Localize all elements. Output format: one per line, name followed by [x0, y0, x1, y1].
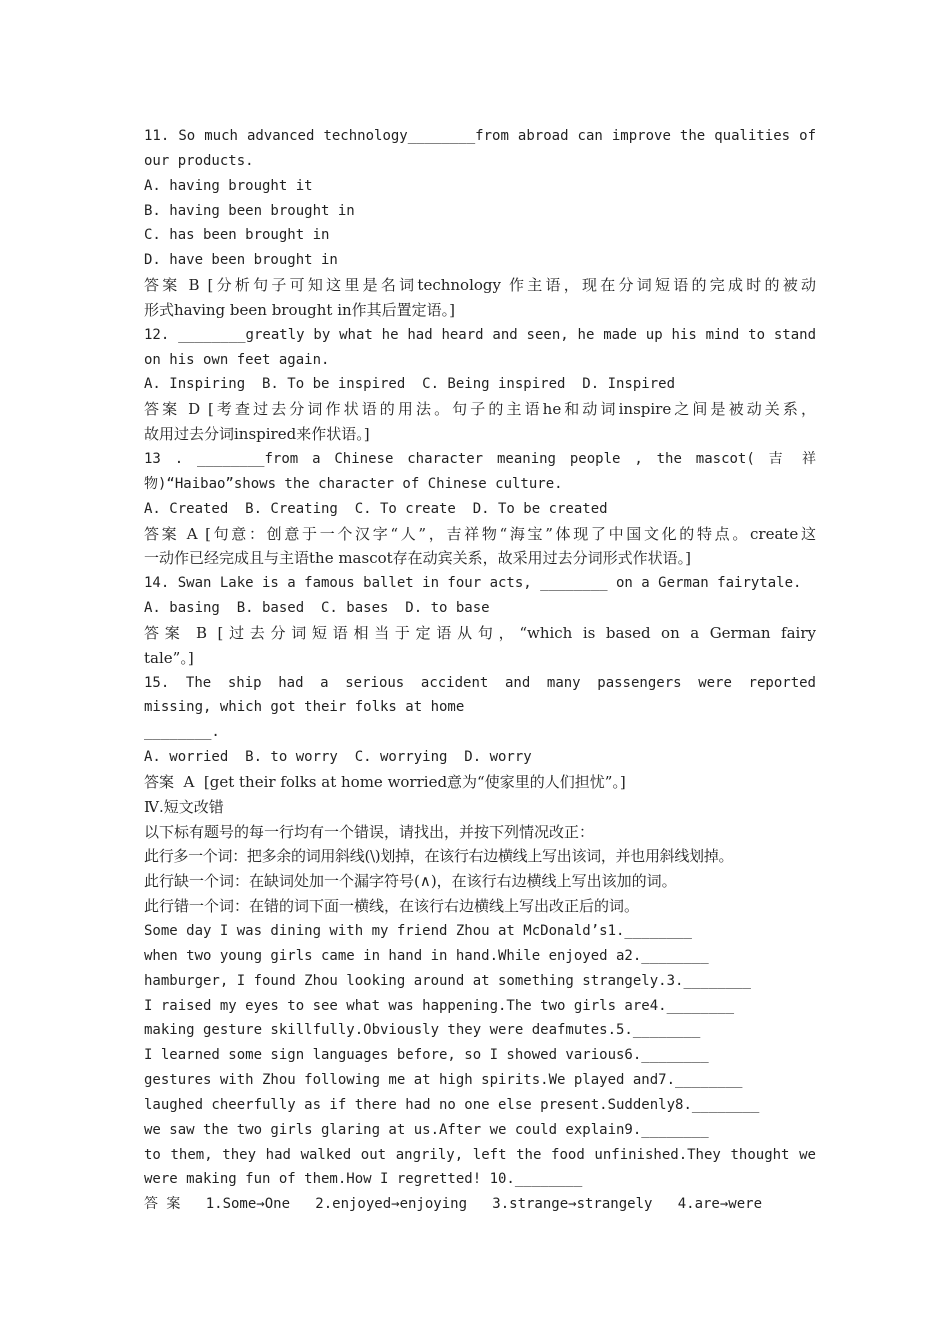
passage-line-11: were making fun of them.How I regretted! 10.________ [144, 1171, 583, 1188]
q11-answer-line-2: 形式having been brought in作其后置定语。] [144, 300, 456, 319]
q14-answer-line-2: tale”。] [144, 648, 194, 667]
q12-options: A. Inspiring B. To be inspired C. Being inspired D. Inspired [144, 376, 676, 393]
section-instruction-4: 此行错一个词：在错的词下面一横线，在该行右边横线上写出改正后的词。 [144, 897, 640, 916]
q12-stem-line-1: 12. ________greatly by what he had heard and seen, he made up his mind to stand [144, 326, 816, 343]
section-title: Ⅳ.短文改错 [144, 797, 224, 816]
passage-line-1: Some day I was dining with my friend Zhou at McDonald’s1.________ [144, 923, 692, 939]
passage-line-4: I raised my eyes to see what was happening.The two girls are4.________ [144, 997, 735, 1014]
section-instruction-1: 以下标有题号的每一行均有一个错误，请找出，并按下列情况改正： [144, 822, 595, 841]
passage-line-10: to them, they had walked out angrily, left the food unfinished.They thought we [144, 1146, 816, 1163]
q11-option-d: D. have been brought in [144, 252, 338, 269]
passage-line-9: we saw the two girls glaring at us.After we could explain9.________ [144, 1121, 709, 1138]
q14-options: A. basing B. based C. bases D. to base [144, 600, 490, 617]
q13-answer-line-1: 答案 A [句意：创意于一个汉字“人”，吉祥物“海宝”体现了中国文化的特点。create这 [144, 524, 816, 543]
q15-options: A. worried B. to worry C. worrying D. worry [144, 749, 532, 766]
q15-stem-line-1: 15. The ship had a serious accident and many passengers were reported [144, 674, 816, 691]
passage-line-3: hamburger, I found Zhou looking around at something strangely.3.________ [144, 972, 751, 989]
q11-option-a: A. having brought it [144, 177, 313, 194]
passage-line-2: when two young girls came in hand in hand.While enjoyed a2.________ [144, 947, 709, 964]
q13-options: A. Created B. Creating C. To create D. To be created [144, 500, 608, 517]
q11-answer-line-1: 答案 B [分析句子可知这里是名词technology 作主语，现在分词短语的完成时的被动 [144, 276, 816, 295]
passage-line-5: making gesture skillfully.Obviously they were deafmutes.5.________ [144, 1022, 701, 1039]
q15-stem-line-2: missing, which got their folks at home [144, 699, 465, 716]
q12-stem-line-2: on his own feet again. [144, 351, 330, 368]
passage-line-8: laughed cheerfully as if there had no one else present.Suddenly8.________ [144, 1096, 760, 1113]
passage-line-7: gestures with Zhou following me at high spirits.We played and7.________ [144, 1072, 743, 1089]
q11-stem-line-2: our products. [144, 152, 254, 169]
section-instruction-3: 此行缺一个词：在缺词处加一个漏字符号(∧)，在该行右边横线上写出该加的词。 [144, 872, 677, 891]
q13-answer-line-2: 一动作已经完成且与主语the mascot存在动宾关系，故采用过去分词形式作状语。] [144, 549, 692, 568]
q11-option-c: C. has been brought in [144, 227, 330, 244]
section-instruction-2: 此行多一个词：把多余的词用斜线(\)划掉，在该行右边横线上写出该词，并也用斜线划掉。 [144, 847, 734, 866]
q11-stem-line-1: 11. So much advanced technology________from abroad can improve the qualities of [144, 128, 816, 144]
document-page [144, 124, 816, 1217]
q13-stem-line-1: 13 . ________from a Chinese character meaning people , the mascot( 吉 祥 [144, 450, 816, 467]
q15-answer-line-1: 答案 A [get their folks at home worried意为“使家里的人们担忧”。] [144, 772, 626, 791]
final-answer-line: 答 案 1.Some→One 2.enjoyed→enjoying 3.strange→strangely 4.are→were [144, 1196, 763, 1213]
q12-answer-line-2: 故用过去分词inspired来作状语。] [144, 425, 370, 444]
q12-answer-line-1: 答案 D [考查过去分词作状语的用法。句子的主语he和动词inspire之间是被动关系， [144, 400, 816, 419]
passage-line-6: I learned some sign languages before, so I showed various6.________ [144, 1047, 709, 1064]
q14-answer-line-1: 答案 B [过去分词短语相当于定语从句，“which is based on a German fairy [144, 623, 816, 642]
q14-stem-line-1: 14. Swan Lake is a famous ballet in four acts, ________ on a German fairytale. [144, 575, 802, 592]
q13-stem-line-2: 物)“Haibao”shows the character of Chinese culture. [144, 475, 563, 492]
q11-option-b: B. having been brought in [144, 202, 355, 219]
q15-stem-line-3: ________. [144, 724, 220, 741]
